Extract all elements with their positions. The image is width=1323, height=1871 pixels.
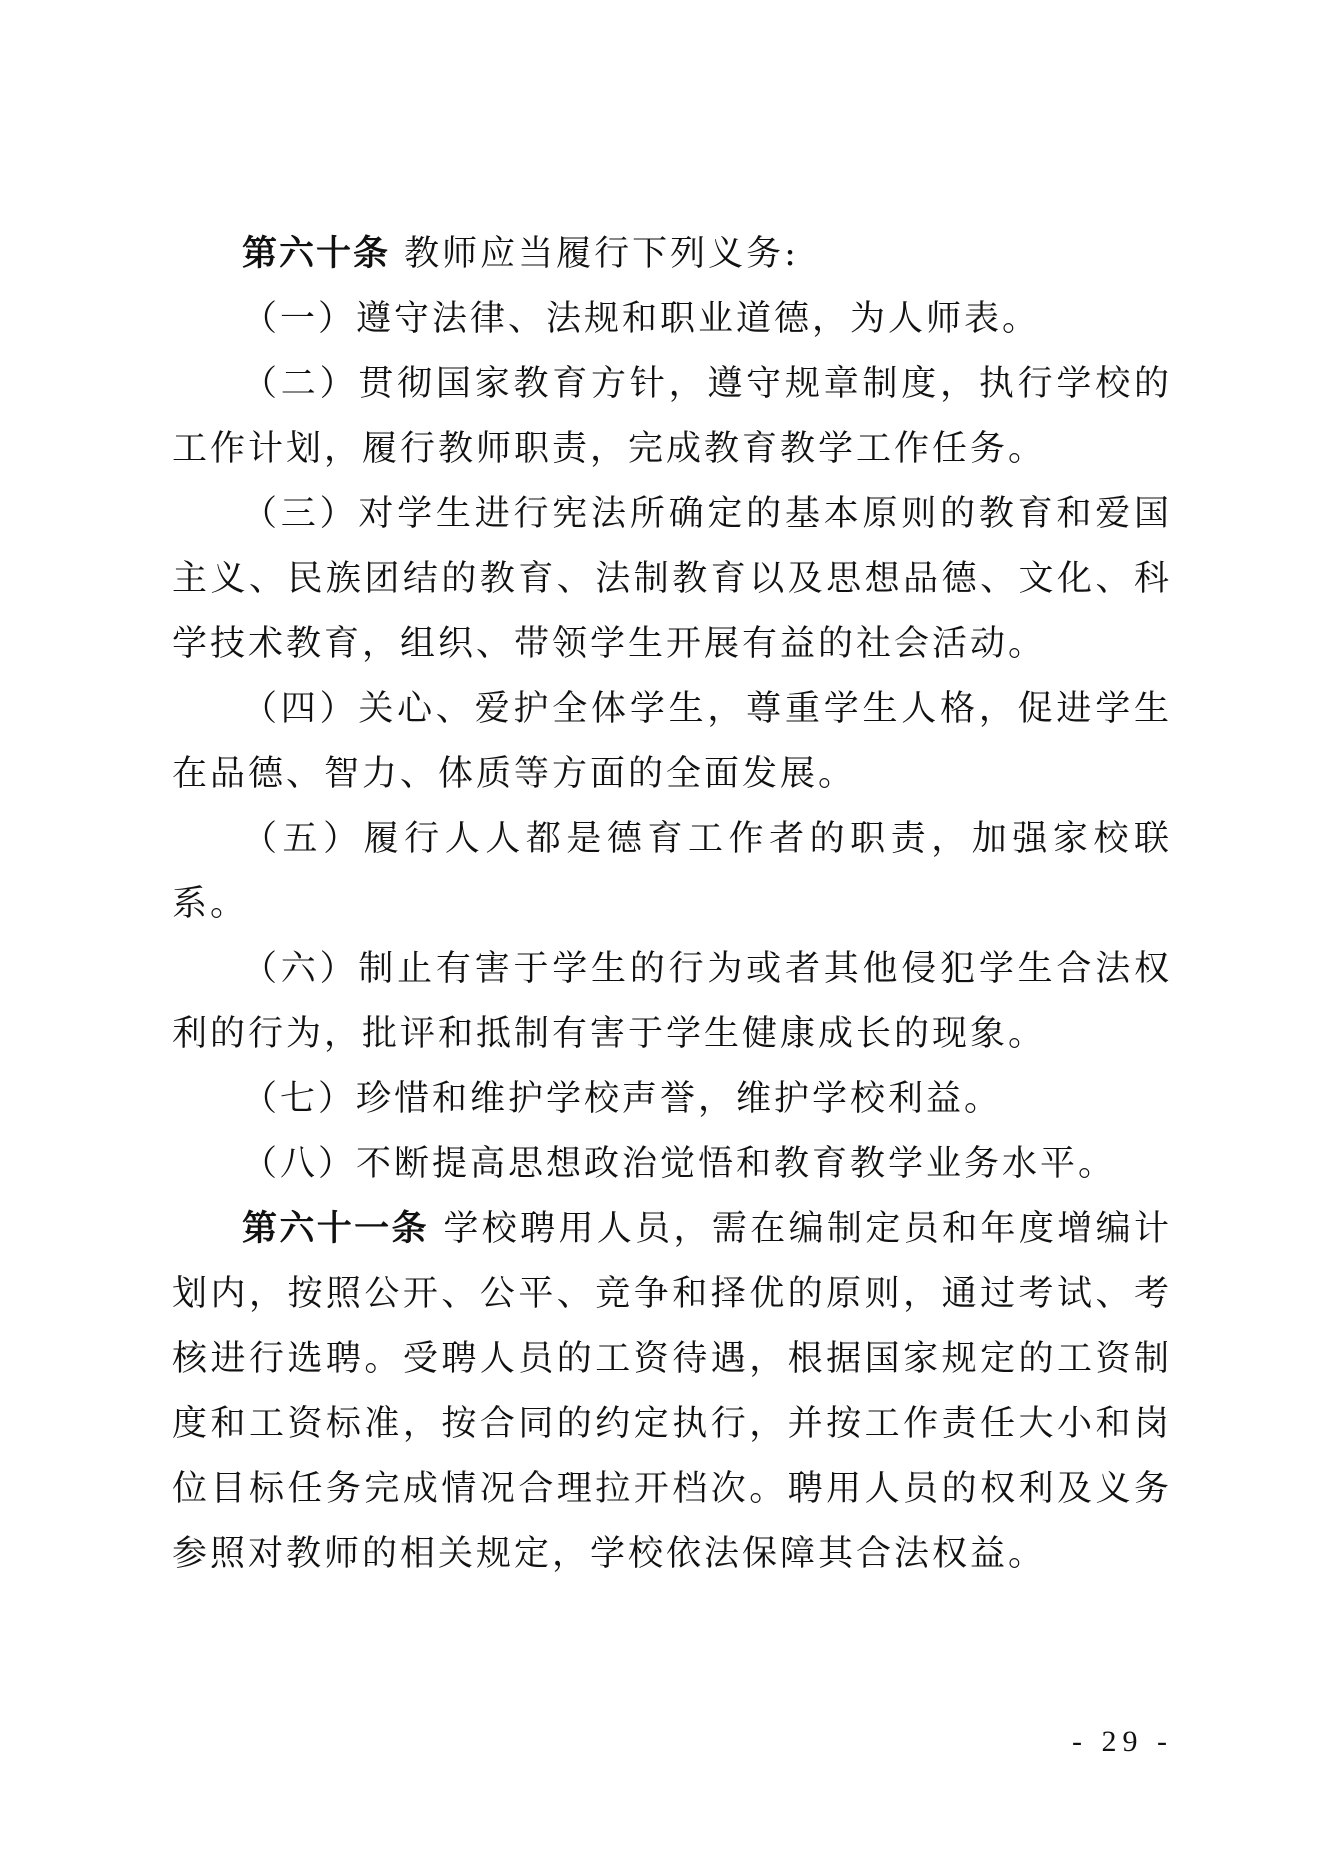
document-body <box>172 222 1172 1587</box>
article-60-item-4: （四）关心、爱护全体学生，尊重学生人格，促进学生在品德、智力、体质等方面的全面发展。 <box>172 689 1172 794</box>
article-60-intro-text: 教师应当履行下列义务: <box>390 234 799 274</box>
article-60-item-5: （五）履行人人都是德育工作者的职责，加强家校联系。 <box>172 819 1172 924</box>
article-60-intro <box>172 222 1172 287</box>
article-60-item-3: （三）对学生进行宪法所确定的基本原则的教育和爱国主义、民族团结的教育、法制教育以及思想品德、文化、科学技术教育，组织、带领学生开展有益的社会活动。 <box>172 494 1172 664</box>
article-60-item-8: （八）不断提高思想政治觉悟和教育教学业务水平。 <box>242 1144 1117 1184</box>
article-61-heading: 第六十一条 <box>242 1209 429 1249</box>
article-61-body: 学校聘用人员，需在编制定员和年度增编计划内，按照公开、公平、竞争和择优的原则，通过考试、考核进行选聘。受聘人员的工资待遇，根据国家规定的工资制度和工资标准，按合同的约定执行，并按工作责任大小和岗位目标任务完成情况合理拉开档次。聘用人员的权利及义务参照对教师的相关规定，学校依法保障其合法权益。 <box>172 1209 1172 1574</box>
article-60-item-1: （一）遵守法律、法规和职业道德，为人师表。 <box>242 299 1041 339</box>
article-61 <box>172 1197 1172 1587</box>
article-60-item-6: （六）制止有害于学生的行为或者其他侵犯学生合法权利的行为，批评和抵制有害于学生健康成长的现象。 <box>172 949 1172 1054</box>
article-60-item-7: （七）珍惜和维护学校声誉，维护学校利益。 <box>242 1079 1003 1119</box>
article-60-item-2: （二）贯彻国家教育方针，遵守规章制度，执行学校的工作计划，履行教师职责，完成教育教学工作任务。 <box>172 364 1172 469</box>
article-60-heading: 第六十条 <box>242 234 391 274</box>
page-number: - 29 - <box>1072 1725 1173 1758</box>
